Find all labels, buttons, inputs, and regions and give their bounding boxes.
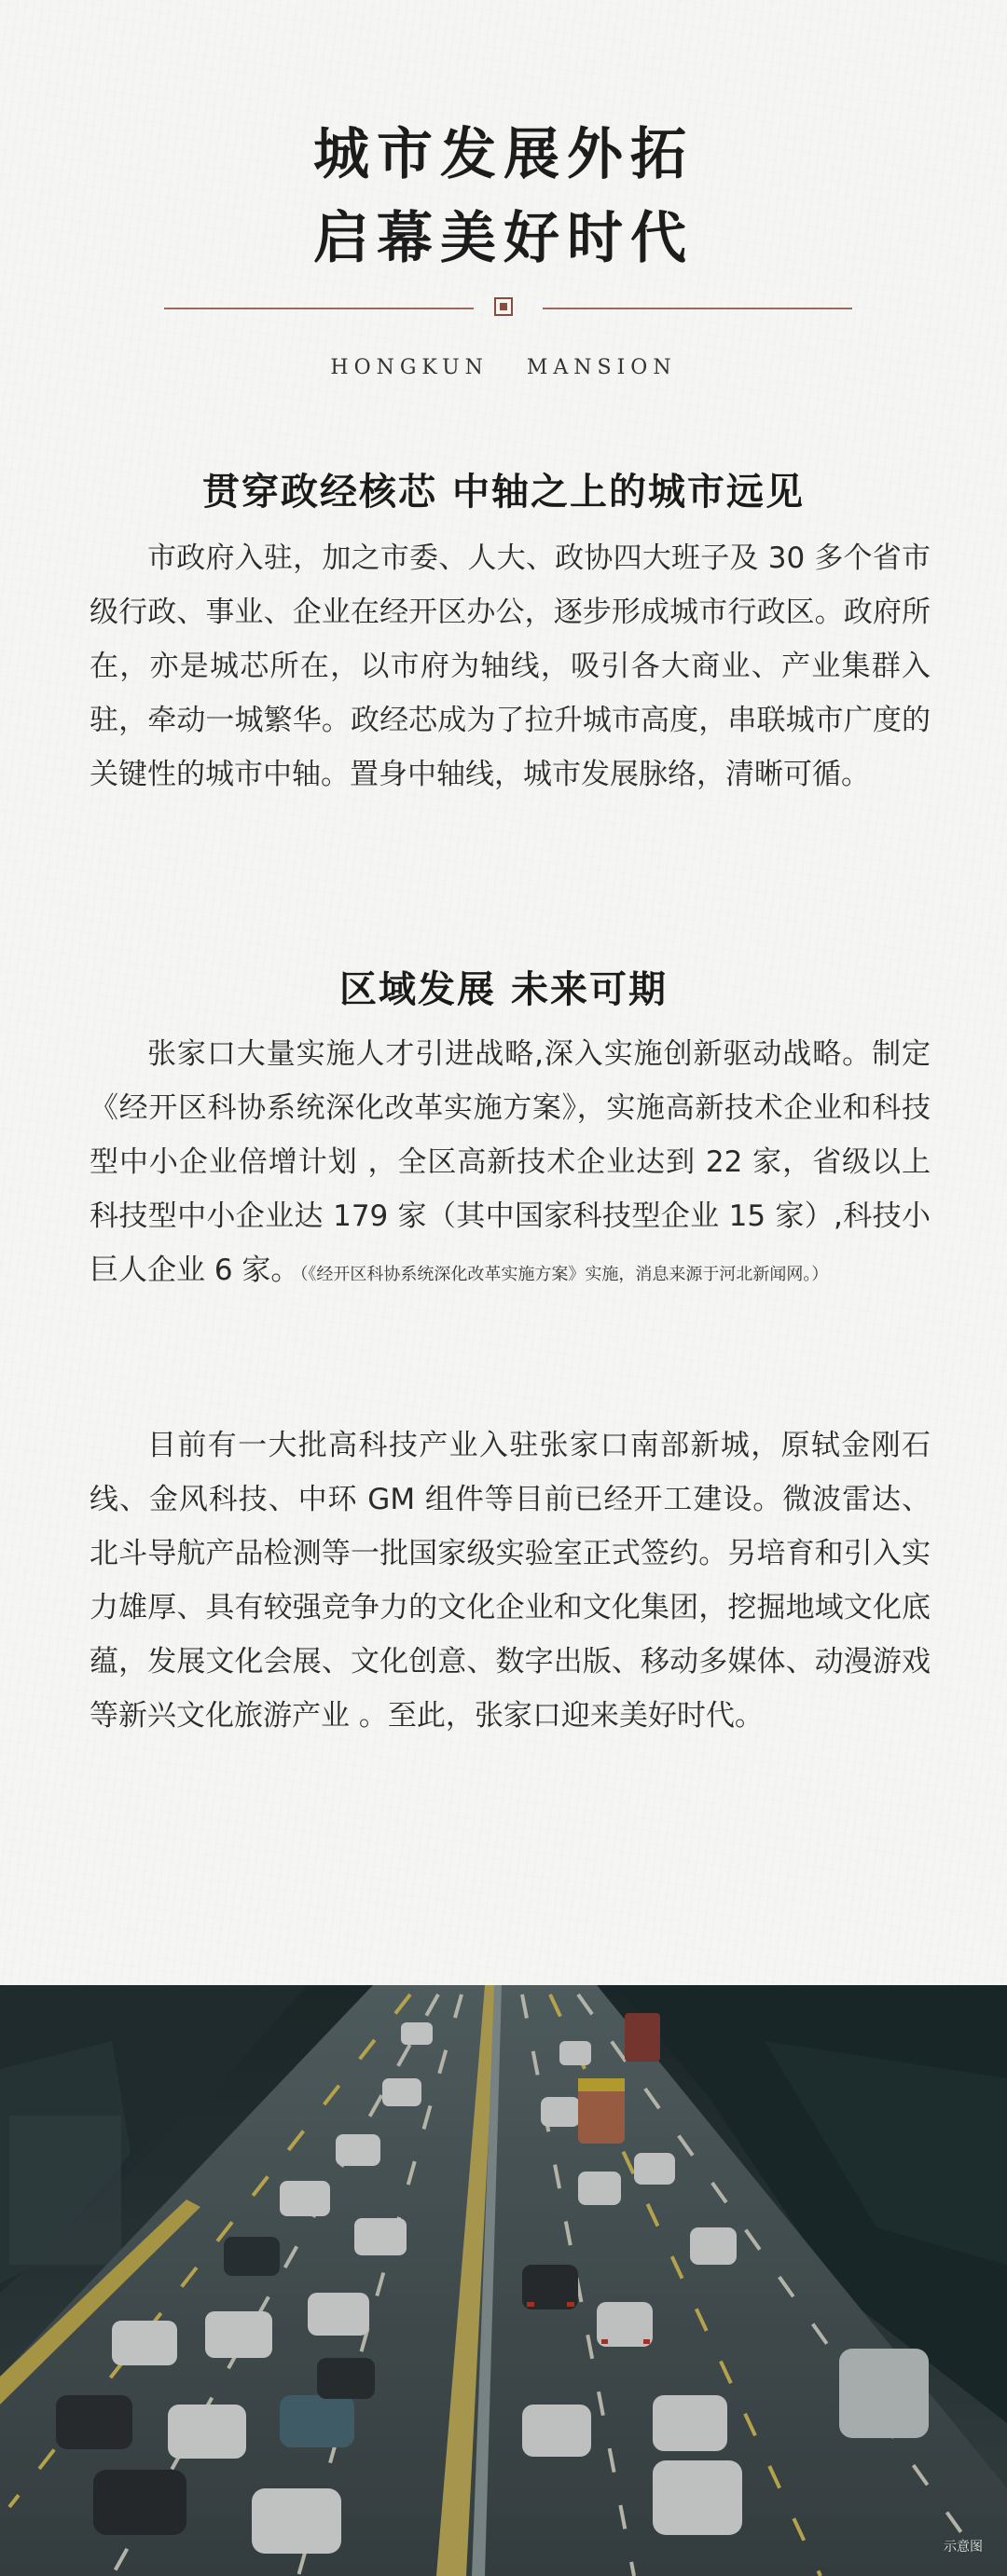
source-note: （《经开区科协系统深化改革实施方案》实施，消息来源于河北新闻网。） [299,1265,829,1284]
divider-right [543,308,852,309]
seal-icon [494,297,513,316]
section2-heading: 区域发展 未来可期 [339,968,668,1011]
section1-paragraph: 市政府入驻，加之市委、人大、政协四大班子及 30 多个省市级行政、事业、企业在经开区办公，逐步形成城市行政区。政府所在，亦是城芯所在，以市府为轴线，吸引各大商业、产业集群入驻，牵动一城繁华。政经芯成为了拉升城市高度，串联城市广度的关键性的城市中轴。置身中轴线，城市发展脉络，清晰可循。 [90,541,931,791]
city-traffic-photo [0,1985,1007,2576]
traffic-illustration [0,1985,1007,2576]
page-title-line2: 启幕美好时代 [313,206,694,271]
brand-name: HONGKUN MANSION [330,356,677,379]
section2-paragraph1-text: 张家口大量实施人才引进战略,深入实施创新驱动战略。制定《经开区科协系统深化改革实施方案》，实施高新技术企业和科技型中小企业倍增计划 ，全区高新技术企业达到 22 家，省级以上科技型中小企业达 179 家（其中国家科技型企业 15 家）,科技小巨人企业 6 家。 [90,1037,931,1287]
photo-caption: 示意图 [944,2540,983,2555]
divider-left [164,308,474,309]
section1-heading: 贯穿政经核芯 中轴之上的城市远见 [202,471,805,514]
page-title-line1: 城市发展外拓 [313,122,694,187]
section2-paragraph1 [90,1027,931,1302]
section2-paragraph2: 目前有一大批高科技产业入驻张家口南部新城，原轼金刚石线、金风科技、中环 GM 组件等目前已经开工建设。微波雷达、北斗导航产品检测等一批国家级实验室正式签约。另培育和引入实力雄厚、具有较强竞争力的文化企业和文化集团，挖掘地域文化底蕴，发展文化会展、文化创意、数字出版、移动多媒体、动漫游戏等新兴文化旅游产业 。至此，张家口迎来美好时代。 [90,1429,931,1733]
